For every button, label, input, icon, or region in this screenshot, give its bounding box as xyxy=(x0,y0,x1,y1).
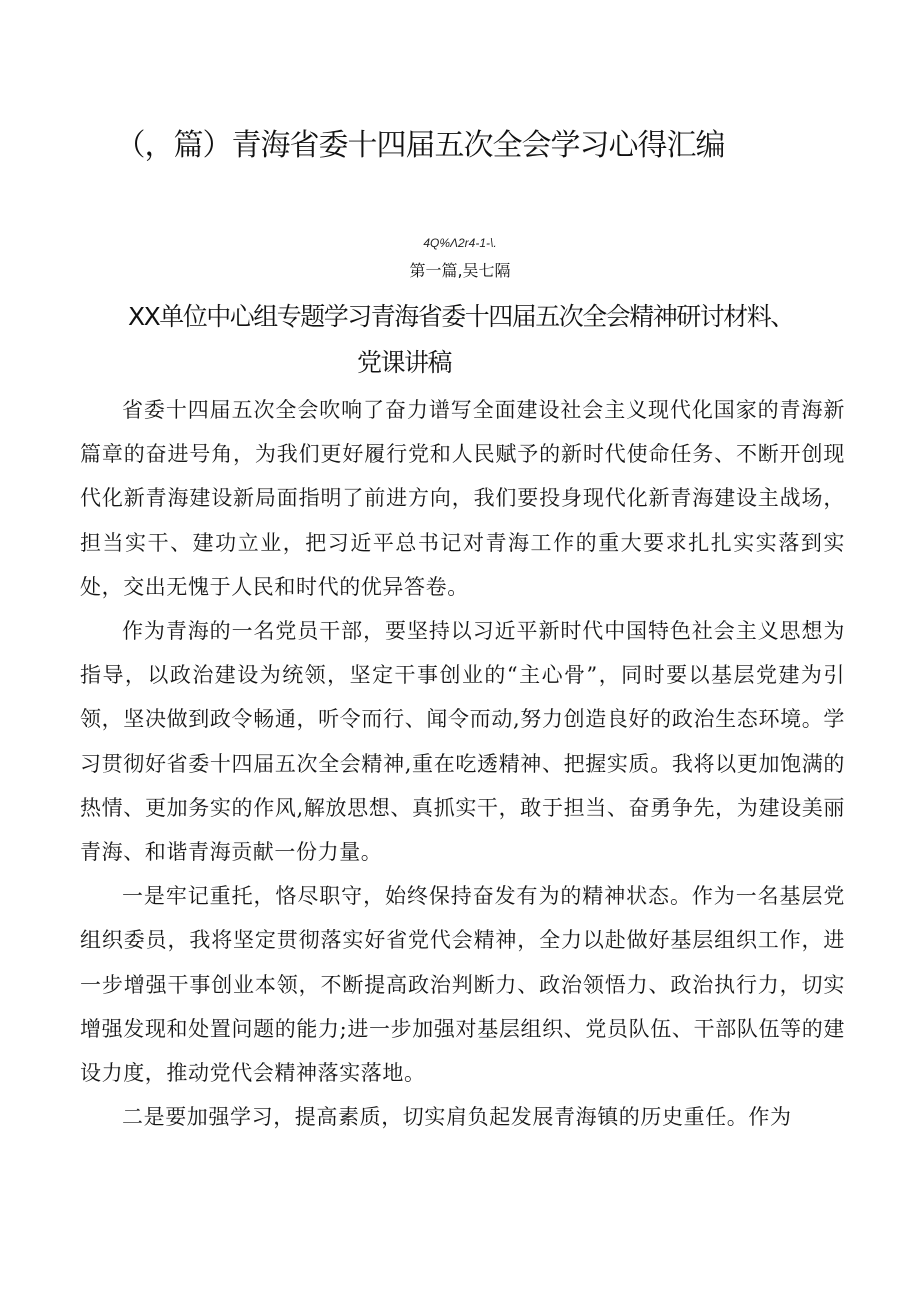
section-title-line-1: XX单位中心组专题学习青海省委十四届五次全会精神研讨材料、 xyxy=(128,302,794,331)
paragraph: 省委十四届五次全会吹响了奋力谱写全面建设社会主义现代化国家的青海新篇章的奋进号角，为我们更好履行党和人民赋予的新时代使命任务、不断开创现代化新青海建设新局面指明了前进方向，我们要投身现代化新青海建设主战场，担当实干、建功立业，把习近平总书记对青海工作的重大要求扎扎实实落到实处，交出无愧于人民和时代的优异答卷。 xyxy=(80,398,845,599)
garbled-scan-line: 4Q%Λ2r4-1-\. xyxy=(423,236,497,250)
paragraph: 二是要加强学习，提高素质，切实肩负起发展青海镇的历史重任。作为 xyxy=(122,1105,792,1130)
part-label: 第一篇,吴七隔 xyxy=(409,261,511,280)
paragraph: 作为青海的一名党员干部，要坚持以习近平新时代中国特色社会主义思想为指导，以政治建设为统领，坚定干事创业的“主心骨”，同时要以基层党建为引领，坚决做到政令畅通，听令而行、闻令而动,努力创造良好的政治生态环境。学习贯彻好省委十四届五次全会精神,重在吃透精神、把握实质。我将以更加饱满的热情、更加务实的作风,解放思想、真抓实干，敢于担当、奋勇争先，为建设美丽青海、和谐青海贡献一份力量。 xyxy=(80,619,845,865)
body-text xyxy=(80,388,845,1139)
document-title: （，篇）青海省委十四届五次全会学习心得汇编 xyxy=(115,128,725,163)
paragraph: 一是牢记重托，恪尽职守，始终保持奋发有为的精神状态。作为一名基层党组织委员，我将坚定贯彻落实好省党代会精神，全力以赴做好基层组织工作，进一步增强干事创业本领，不断提高政治判断力、政治领悟力、政治执行力，切实增强发现和处置问题的能力;进一步加强对基层组织、党员队伍、干部队伍等的建设力度，推动党代会精神落实落地。 xyxy=(80,884,845,1086)
section-title-line-2: 党课讲稿 xyxy=(357,348,452,377)
